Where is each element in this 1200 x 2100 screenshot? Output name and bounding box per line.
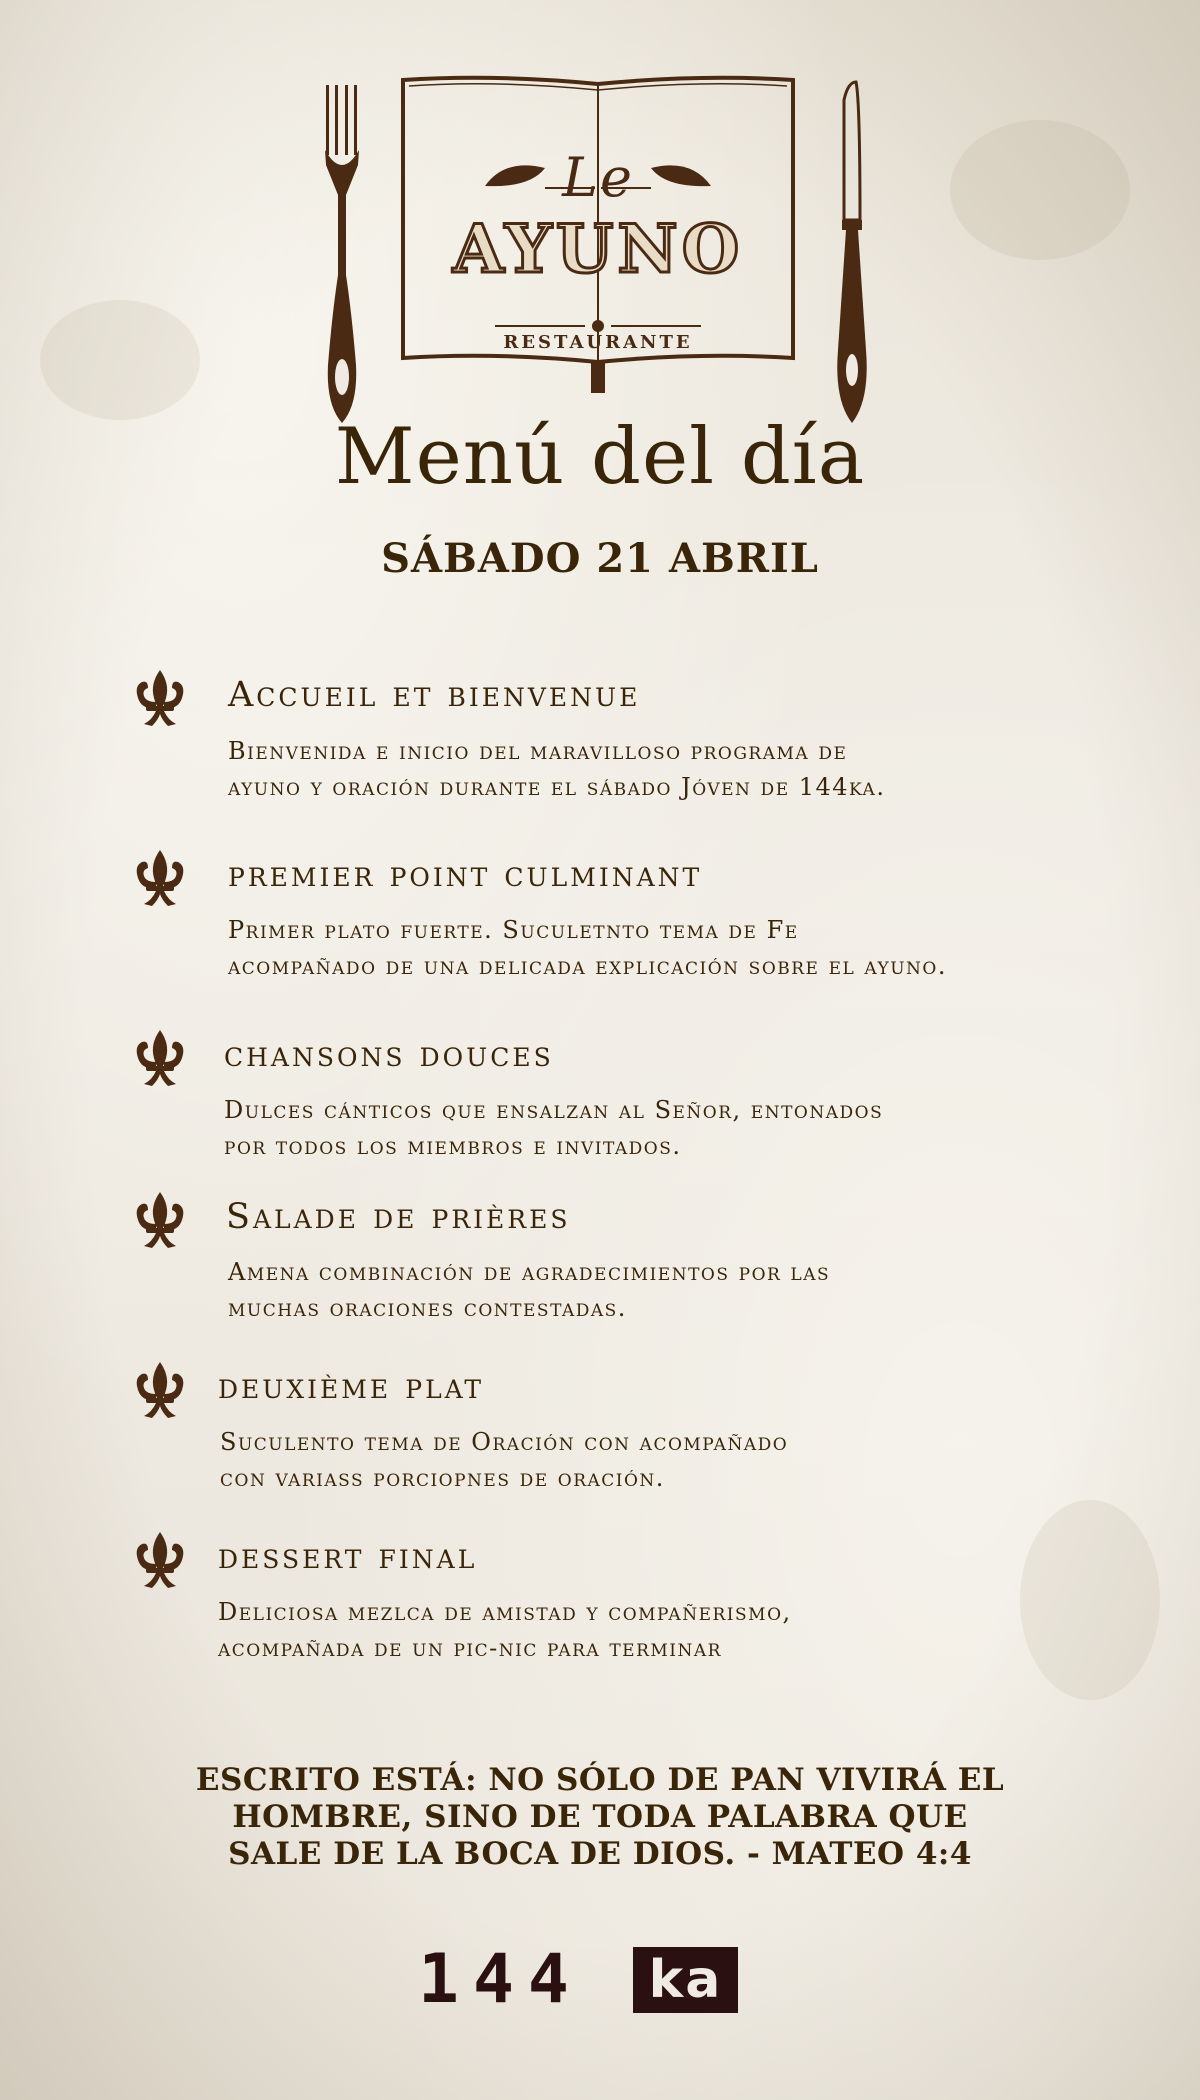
fleur-de-lis-icon xyxy=(132,1360,188,1420)
fleur-de-lis-icon xyxy=(132,668,188,728)
fleur-de-lis-icon xyxy=(132,1190,188,1250)
menu-item-desc-line: ayuno y oración durante el sábado Jóven de 144ka. xyxy=(228,773,886,801)
fork-icon xyxy=(322,85,362,425)
bible-quote xyxy=(100,1762,1100,1873)
brand-number: 144 xyxy=(418,1940,583,2019)
menu-item-desc-line: Amena combinación de agradecimientos por las xyxy=(228,1258,831,1286)
restaurant-logo xyxy=(310,60,890,400)
menu-item-desc-line: Primer plato fuerte. Suculetnto tema de Fe xyxy=(228,916,799,944)
fleur-de-lis-icon xyxy=(132,1530,188,1590)
quote-line: ESCRITO ESTÁ: NO SÓLO DE PAN VIVIRÁ EL xyxy=(195,1762,1005,1798)
paper-stain xyxy=(950,120,1130,260)
menu-item xyxy=(0,1360,1200,1510)
menu-title: Menú del día xyxy=(334,412,866,502)
menu-item-desc-line: acompañada de un pic-nic para terminar xyxy=(218,1634,722,1662)
menu-date: SÁBADO 21 ABRIL xyxy=(381,535,819,582)
menu-item-desc-line: Suculento tema de Oración con acompañado xyxy=(220,1428,789,1456)
menu-item-desc-line: muchas oraciones contestadas. xyxy=(228,1294,627,1322)
paper-stain xyxy=(40,300,200,420)
menu-item-title: premier point culminant xyxy=(228,855,703,895)
brand-suffix: ka xyxy=(633,1947,738,2013)
menu-item xyxy=(0,1530,1200,1680)
menu-item-desc-line: acompañado de una delicada explicación sobre el ayuno. xyxy=(228,952,947,980)
logo-name-text: AYUNO xyxy=(452,210,744,288)
fleur-de-lis-icon xyxy=(132,1028,188,1088)
menu-item xyxy=(0,1028,1200,1178)
menu-item-desc-line: Deliciosa mezlca de amistad y compañerismo, xyxy=(218,1598,792,1626)
quote-line: SALE DE LA BOCA DE DIOS. - MATEO 4:4 xyxy=(228,1836,972,1872)
knife-icon xyxy=(830,80,870,425)
logo-subtitle: RESTAURANTE xyxy=(503,332,693,353)
menu-item xyxy=(0,668,1200,818)
logo-le-text: Le xyxy=(562,146,634,209)
menu-item-title: Salade de prières xyxy=(226,1197,571,1237)
brand-logo xyxy=(418,1942,738,2018)
fleur-de-lis-icon xyxy=(132,848,188,908)
menu-item-title: Accueil et bienvenue xyxy=(228,675,641,715)
menu-item xyxy=(0,1190,1200,1340)
menu-item-desc-line: Dulces cánticos que ensalzan al Señor, entonados xyxy=(224,1096,884,1124)
menu-item-desc-line: por todos los miembros e invitados. xyxy=(224,1132,682,1160)
quote-line: HOMBRE, SINO DE TODA PALABRA QUE xyxy=(232,1799,968,1835)
menu-item-title: dessert final xyxy=(218,1537,478,1577)
menu-item-title: deuxième plat xyxy=(218,1367,485,1407)
menu-item-title: chansons douces xyxy=(224,1035,554,1075)
menu-item-desc-line: Bienvenida e inicio del maravilloso programa de xyxy=(228,737,848,765)
menu-item-desc-line: con variass porciopnes de oración. xyxy=(220,1464,665,1492)
menu-item xyxy=(0,848,1200,998)
